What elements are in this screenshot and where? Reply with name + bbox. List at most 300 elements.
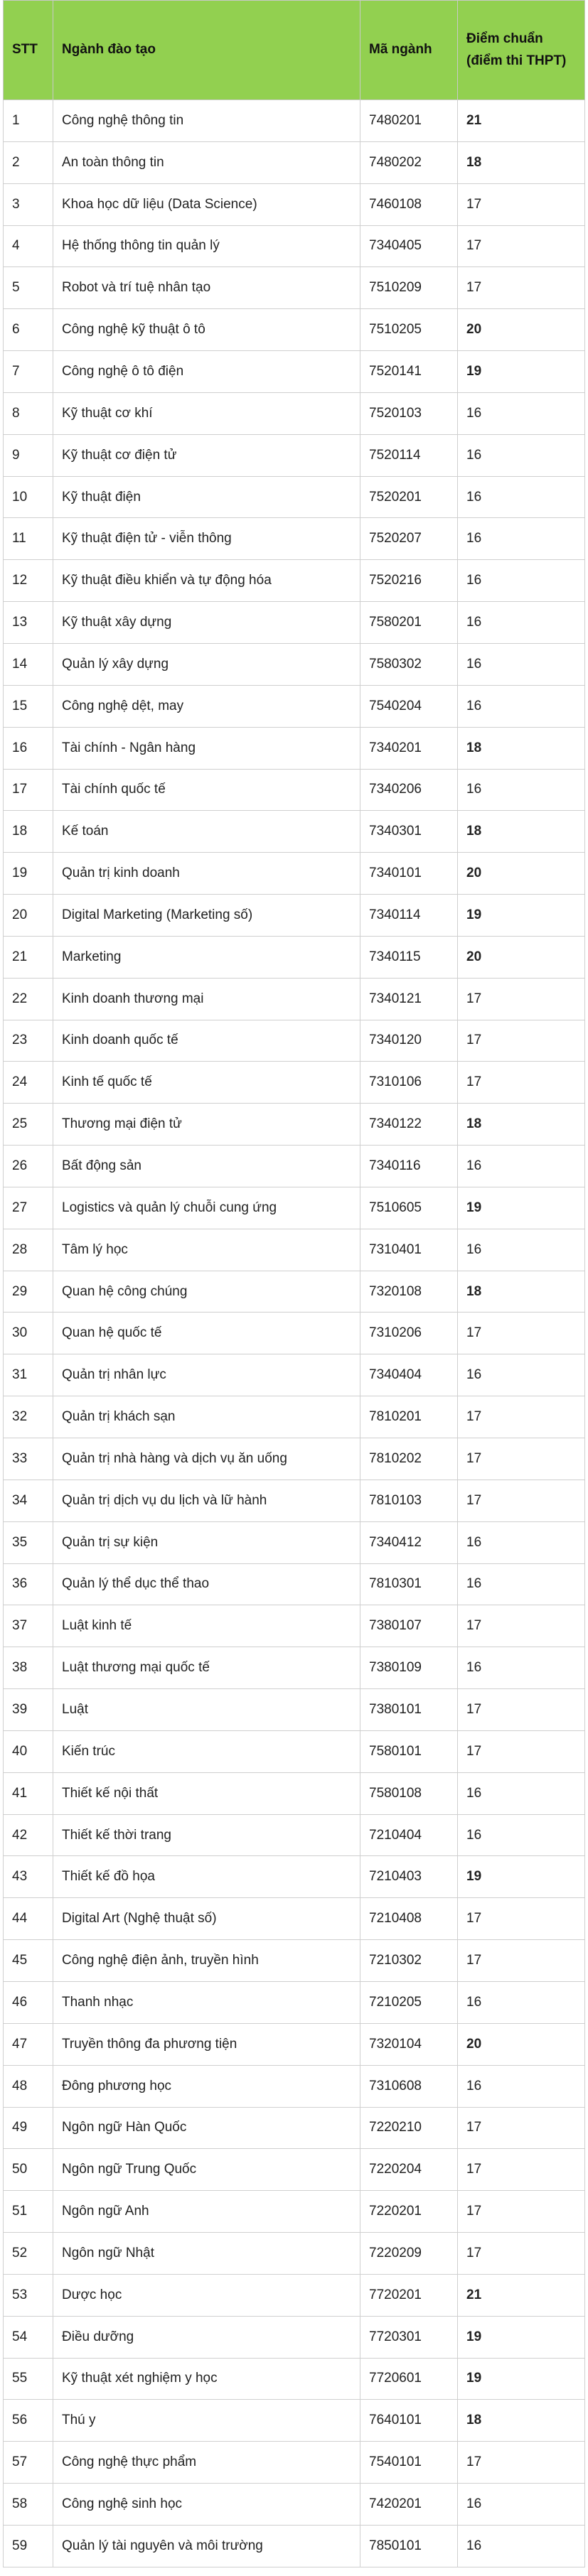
cell-major-name: Luật thương mại quốc tế: [53, 1647, 360, 1689]
cell-major-name: Thiết kế thời trang: [53, 1814, 360, 1856]
cell-major-code: 7580101: [360, 1730, 458, 1772]
table-row: [4, 643, 585, 685]
cell-major-code: 7380107: [360, 1605, 458, 1647]
cell-cutoff-score: 17: [458, 1940, 585, 1982]
cell-major-name: Công nghệ thông tin: [53, 100, 360, 142]
cell-major-name: Tài chính quốc tế: [53, 769, 360, 811]
cell-cutoff-score: 16: [458, 1521, 585, 1563]
table-row: [4, 1689, 585, 1731]
table-row: [4, 1856, 585, 1898]
cell-cutoff-score: 17: [458, 1480, 585, 1521]
cell-major-code: 7210205: [360, 1981, 458, 2023]
cell-stt: 33: [4, 1438, 53, 1480]
cell-major-code: 7720601: [360, 2358, 458, 2400]
cell-cutoff-score: 17: [458, 2442, 585, 2484]
cell-major-name: Công nghệ thực phẩm: [53, 2442, 360, 2484]
cell-major-name: Công nghệ kỹ thuật ô tô: [53, 309, 360, 351]
cell-cutoff-score: 16: [458, 2484, 585, 2526]
cell-stt: 47: [4, 2023, 53, 2065]
cell-major-name: Kiến trúc: [53, 1730, 360, 1772]
cell-major-name: Quan hệ quốc tế: [53, 1313, 360, 1354]
cell-major-code: 7340115: [360, 936, 458, 978]
cell-major-name: Đông phương học: [53, 2065, 360, 2107]
cell-stt: 8: [4, 392, 53, 434]
table-row: [4, 1146, 585, 1187]
cell-stt: 15: [4, 685, 53, 727]
table-row: [4, 141, 585, 183]
cell-major-name: Thanh nhạc: [53, 1981, 360, 2023]
cell-major-name: Công nghệ ô tô điện: [53, 351, 360, 393]
cell-cutoff-score: 16: [458, 643, 585, 685]
table-row: [4, 560, 585, 602]
cell-major-code: 7220204: [360, 2149, 458, 2191]
cell-cutoff-score: 19: [458, 2316, 585, 2358]
cell-cutoff-score: 19: [458, 1187, 585, 1229]
cell-cutoff-score: 20: [458, 309, 585, 351]
cell-stt: 2: [4, 141, 53, 183]
table-row: [4, 602, 585, 644]
cell-stt: 46: [4, 1981, 53, 2023]
table-row: [4, 183, 585, 225]
cell-stt: 57: [4, 2442, 53, 2484]
cell-major-code: 7340412: [360, 1521, 458, 1563]
cell-stt: 3: [4, 183, 53, 225]
cell-cutoff-score: 16: [458, 392, 585, 434]
cell-major-name: Khoa học dữ liệu (Data Science): [53, 183, 360, 225]
table-row: [4, 2400, 585, 2442]
cell-stt: 20: [4, 895, 53, 937]
table-row: [4, 2023, 585, 2065]
cell-major-code: 7310401: [360, 1229, 458, 1271]
cell-major-name: Luật: [53, 1689, 360, 1731]
table-header: [4, 1, 585, 100]
cell-major-code: 7340405: [360, 225, 458, 267]
table-row: [4, 1187, 585, 1229]
cell-stt: 26: [4, 1146, 53, 1187]
cell-major-code: 7220209: [360, 2233, 458, 2275]
cell-major-code: 7220210: [360, 2107, 458, 2149]
cell-stt: 48: [4, 2065, 53, 2107]
cell-stt: 23: [4, 1020, 53, 1062]
cell-major-code: 7310206: [360, 1313, 458, 1354]
cell-major-name: Quản trị khách sạn: [53, 1396, 360, 1438]
cell-major-code: 7580108: [360, 1772, 458, 1814]
cell-major-code: 7810103: [360, 1480, 458, 1521]
cell-major-code: 7220201: [360, 2191, 458, 2233]
cell-stt: 25: [4, 1104, 53, 1146]
cell-stt: 38: [4, 1647, 53, 1689]
cell-stt: 41: [4, 1772, 53, 1814]
cell-major-name: Ngôn ngữ Anh: [53, 2191, 360, 2233]
cell-major-name: Kinh doanh thương mại: [53, 978, 360, 1020]
cell-major-code: 7510605: [360, 1187, 458, 1229]
cell-major-code: 7210302: [360, 1940, 458, 1982]
table-row: [4, 1354, 585, 1396]
table-row: [4, 225, 585, 267]
cell-cutoff-score: 18: [458, 1104, 585, 1146]
cell-cutoff-score: 16: [458, 434, 585, 476]
table-row: [4, 978, 585, 1020]
cell-major-name: Ngôn ngữ Trung Quốc: [53, 2149, 360, 2191]
cell-cutoff-score: 17: [458, 2149, 585, 2191]
cell-stt: 28: [4, 1229, 53, 1271]
table-row: [4, 267, 585, 309]
cell-major-code: 7720301: [360, 2316, 458, 2358]
table-row: [4, 2484, 585, 2526]
cell-cutoff-score: 16: [458, 1563, 585, 1605]
cell-cutoff-score: 17: [458, 2191, 585, 2233]
cell-major-code: 7480201: [360, 100, 458, 142]
cell-stt: 50: [4, 2149, 53, 2191]
cell-major-code: 7320108: [360, 1271, 458, 1313]
cell-major-code: 7420201: [360, 2484, 458, 2526]
cell-major-code: 7520207: [360, 518, 458, 560]
cell-stt: 4: [4, 225, 53, 267]
cell-major-code: 7210403: [360, 1856, 458, 1898]
cell-cutoff-score: 16: [458, 2065, 585, 2107]
cell-major-name: Kỹ thuật điện tử - viễn thông: [53, 518, 360, 560]
cell-major-name: Quan hệ công chúng: [53, 1271, 360, 1313]
table-row: [4, 1940, 585, 1982]
table-row: [4, 1814, 585, 1856]
cell-stt: 13: [4, 602, 53, 644]
cell-stt: 39: [4, 1689, 53, 1731]
cell-major-name: Kỹ thuật xây dựng: [53, 602, 360, 644]
table-row: [4, 936, 585, 978]
cell-major-code: 7510209: [360, 267, 458, 309]
cell-major-name: Digital Marketing (Marketing số): [53, 895, 360, 937]
cell-major-code: 7380101: [360, 1689, 458, 1731]
table-row: [4, 1438, 585, 1480]
cell-cutoff-score: 16: [458, 1981, 585, 2023]
cell-cutoff-score: 16: [458, 2525, 585, 2567]
cell-major-name: Kế toán: [53, 811, 360, 853]
table-row: [4, 895, 585, 937]
table-row: [4, 2316, 585, 2358]
cell-cutoff-score: 18: [458, 811, 585, 853]
cell-cutoff-score: 17: [458, 1062, 585, 1104]
table-row: [4, 1898, 585, 1940]
cell-major-name: Kỹ thuật cơ khí: [53, 392, 360, 434]
cell-major-name: Quản lý xây dựng: [53, 643, 360, 685]
cell-stt: 12: [4, 560, 53, 602]
header-major-code: Mã ngành: [360, 1, 458, 100]
table-row: [4, 2191, 585, 2233]
cell-cutoff-score: 16: [458, 560, 585, 602]
cell-cutoff-score: 21: [458, 2274, 585, 2316]
cell-cutoff-score: 17: [458, 2107, 585, 2149]
cell-major-code: 7720201: [360, 2274, 458, 2316]
cell-major-code: 7580201: [360, 602, 458, 644]
cell-cutoff-score: 16: [458, 1772, 585, 1814]
cell-stt: 36: [4, 1563, 53, 1605]
table-row: [4, 2065, 585, 2107]
table-row: [4, 811, 585, 853]
cell-major-code: 7340101: [360, 853, 458, 895]
cell-major-name: Kỹ thuật điều khiển và tự động hóa: [53, 560, 360, 602]
table-row: [4, 392, 585, 434]
cell-major-name: Truyền thông đa phương tiện: [53, 2023, 360, 2065]
cell-major-name: Điều dưỡng: [53, 2316, 360, 2358]
cell-major-name: Quản trị nhân lực: [53, 1354, 360, 1396]
cell-cutoff-score: 17: [458, 1438, 585, 1480]
cell-stt: 54: [4, 2316, 53, 2358]
cell-stt: 9: [4, 434, 53, 476]
table-row: [4, 685, 585, 727]
header-row: [4, 1, 585, 100]
cell-stt: 18: [4, 811, 53, 853]
cell-stt: 56: [4, 2400, 53, 2442]
cell-major-code: 7340206: [360, 769, 458, 811]
table-row: [4, 1563, 585, 1605]
cell-cutoff-score: 17: [458, 1020, 585, 1062]
cell-major-name: Logistics và quản lý chuỗi cung ứng: [53, 1187, 360, 1229]
cell-major-code: 7520216: [360, 560, 458, 602]
cell-major-code: 7580302: [360, 643, 458, 685]
header-stt: STT: [4, 1, 53, 100]
table-row: [4, 1480, 585, 1521]
cell-cutoff-score: 19: [458, 351, 585, 393]
cell-cutoff-score: 19: [458, 895, 585, 937]
cell-major-name: Quản lý thể dục thể thao: [53, 1563, 360, 1605]
cell-major-name: An toàn thông tin: [53, 141, 360, 183]
cell-major-name: Ngôn ngữ Hàn Quốc: [53, 2107, 360, 2149]
cell-cutoff-score: 18: [458, 141, 585, 183]
cell-major-name: Công nghệ dệt, may: [53, 685, 360, 727]
table-row: [4, 1313, 585, 1354]
table-row: [4, 476, 585, 518]
cell-cutoff-score: 17: [458, 1605, 585, 1647]
cell-major-name: Kỹ thuật điện: [53, 476, 360, 518]
cell-major-code: 7310608: [360, 2065, 458, 2107]
cell-cutoff-score: 16: [458, 602, 585, 644]
cell-stt: 44: [4, 1898, 53, 1940]
cell-stt: 19: [4, 853, 53, 895]
cell-cutoff-score: 19: [458, 1856, 585, 1898]
cell-major-name: Ngôn ngữ Nhật: [53, 2233, 360, 2275]
cell-major-name: Tài chính - Ngân hàng: [53, 727, 360, 769]
cell-stt: 51: [4, 2191, 53, 2233]
cell-stt: 40: [4, 1730, 53, 1772]
cell-stt: 59: [4, 2525, 53, 2567]
cell-major-code: 7520114: [360, 434, 458, 476]
cell-cutoff-score: 16: [458, 685, 585, 727]
table-row: [4, 2442, 585, 2484]
cell-major-code: 7810201: [360, 1396, 458, 1438]
table-row: [4, 1020, 585, 1062]
cell-major-name: Kỹ thuật cơ điện tử: [53, 434, 360, 476]
table-row: [4, 2525, 585, 2567]
cell-stt: 14: [4, 643, 53, 685]
cell-cutoff-score: 17: [458, 1396, 585, 1438]
cell-cutoff-score: 18: [458, 2400, 585, 2442]
cell-major-code: 7340116: [360, 1146, 458, 1187]
cell-major-name: Kỹ thuật xét nghiệm y học: [53, 2358, 360, 2400]
cell-stt: 42: [4, 1814, 53, 1856]
cell-stt: 10: [4, 476, 53, 518]
cell-major-code: 7340120: [360, 1020, 458, 1062]
cell-stt: 55: [4, 2358, 53, 2400]
table-row: [4, 1104, 585, 1146]
cell-stt: 1: [4, 100, 53, 142]
cell-major-name: Quản trị kinh doanh: [53, 853, 360, 895]
cell-cutoff-score: 20: [458, 853, 585, 895]
cell-major-code: 7520201: [360, 476, 458, 518]
cell-stt: 21: [4, 936, 53, 978]
cell-major-code: 7380109: [360, 1647, 458, 1689]
cell-major-code: 7480202: [360, 141, 458, 183]
cell-stt: 37: [4, 1605, 53, 1647]
table-row: [4, 1647, 585, 1689]
cell-stt: 7: [4, 351, 53, 393]
table-row: [4, 853, 585, 895]
cell-major-code: 7210404: [360, 1814, 458, 1856]
table-row: [4, 727, 585, 769]
table-row: [4, 351, 585, 393]
cell-major-name: Marketing: [53, 936, 360, 978]
cell-cutoff-score: 16: [458, 1354, 585, 1396]
cell-stt: 29: [4, 1271, 53, 1313]
cell-cutoff-score: 17: [458, 1689, 585, 1731]
table-row: [4, 1981, 585, 2023]
cell-stt: 27: [4, 1187, 53, 1229]
cell-stt: 22: [4, 978, 53, 1020]
cell-stt: 31: [4, 1354, 53, 1396]
cell-major-code: 7520103: [360, 392, 458, 434]
cell-major-name: Bất động sản: [53, 1146, 360, 1187]
cell-major-name: Quản lý tài nguyên và môi trường: [53, 2525, 360, 2567]
header-cutoff-score: Điểm chuẩn (điểm thi THPT): [458, 1, 585, 100]
cell-major-code: 7810202: [360, 1438, 458, 1480]
cell-stt: 34: [4, 1480, 53, 1521]
cell-cutoff-score: 16: [458, 1229, 585, 1271]
cell-major-code: 7540204: [360, 685, 458, 727]
cell-major-name: Thiết kế đồ họa: [53, 1856, 360, 1898]
cell-cutoff-score: 17: [458, 267, 585, 309]
cell-major-code: 7850101: [360, 2525, 458, 2567]
cell-stt: 24: [4, 1062, 53, 1104]
cell-major-name: Digital Art (Nghệ thuật số): [53, 1898, 360, 1940]
table-row: [4, 1062, 585, 1104]
cell-major-code: 7320104: [360, 2023, 458, 2065]
cell-major-name: Thiết kế nội thất: [53, 1772, 360, 1814]
table-row: [4, 1730, 585, 1772]
cell-major-code: 7540101: [360, 2442, 458, 2484]
cell-major-name: Công nghệ điện ảnh, truyền hình: [53, 1940, 360, 1982]
table-row: [4, 2107, 585, 2149]
table-row: [4, 769, 585, 811]
cell-cutoff-score: 18: [458, 1271, 585, 1313]
table-row: [4, 2233, 585, 2275]
cell-major-code: 7520141: [360, 351, 458, 393]
cell-major-code: 7810301: [360, 1563, 458, 1605]
cell-cutoff-score: 16: [458, 1647, 585, 1689]
cell-major-name: Kinh doanh quốc tế: [53, 1020, 360, 1062]
admission-score-table: [3, 0, 585, 2567]
table-row: [4, 1396, 585, 1438]
cell-major-name: Kinh tế quốc tế: [53, 1062, 360, 1104]
cell-cutoff-score: 21: [458, 100, 585, 142]
table-row: [4, 100, 585, 142]
table-row: [4, 1772, 585, 1814]
cell-cutoff-score: 17: [458, 1730, 585, 1772]
cell-major-name: Luật kinh tế: [53, 1605, 360, 1647]
cell-major-code: 7210408: [360, 1898, 458, 1940]
cell-stt: 17: [4, 769, 53, 811]
cell-cutoff-score: 18: [458, 727, 585, 769]
table-row: [4, 518, 585, 560]
table-body: [4, 100, 585, 2567]
cell-cutoff-score: 16: [458, 518, 585, 560]
cell-stt: 43: [4, 1856, 53, 1898]
cell-major-code: 7340114: [360, 895, 458, 937]
cell-stt: 16: [4, 727, 53, 769]
cell-stt: 49: [4, 2107, 53, 2149]
cell-major-name: Hệ thống thông tin quản lý: [53, 225, 360, 267]
cell-major-name: Thú y: [53, 2400, 360, 2442]
table-row: [4, 2358, 585, 2400]
cell-stt: 45: [4, 1940, 53, 1982]
cell-cutoff-score: 16: [458, 1146, 585, 1187]
cell-cutoff-score: 17: [458, 2233, 585, 2275]
cell-major-name: Công nghệ sinh học: [53, 2484, 360, 2526]
cell-major-code: 7340201: [360, 727, 458, 769]
cell-cutoff-score: 20: [458, 936, 585, 978]
table-row: [4, 1271, 585, 1313]
cell-cutoff-score: 16: [458, 476, 585, 518]
cell-cutoff-score: 16: [458, 769, 585, 811]
cell-cutoff-score: 17: [458, 225, 585, 267]
cell-major-code: 7510205: [360, 309, 458, 351]
cell-major-name: Tâm lý học: [53, 1229, 360, 1271]
table-row: [4, 309, 585, 351]
cell-stt: 35: [4, 1521, 53, 1563]
cell-major-name: Quản trị sự kiện: [53, 1521, 360, 1563]
cell-major-name: Thương mại điện tử: [53, 1104, 360, 1146]
cell-stt: 52: [4, 2233, 53, 2275]
cell-major-code: 7640101: [360, 2400, 458, 2442]
cell-stt: 11: [4, 518, 53, 560]
table-row: [4, 1605, 585, 1647]
cell-stt: 32: [4, 1396, 53, 1438]
cell-cutoff-score: 19: [458, 2358, 585, 2400]
cell-cutoff-score: 17: [458, 978, 585, 1020]
cell-major-code: 7340404: [360, 1354, 458, 1396]
cell-stt: 6: [4, 309, 53, 351]
cell-major-code: 7340122: [360, 1104, 458, 1146]
cell-stt: 58: [4, 2484, 53, 2526]
table-row: [4, 434, 585, 476]
cell-cutoff-score: 20: [458, 2023, 585, 2065]
table-row: [4, 2149, 585, 2191]
table-row: [4, 1229, 585, 1271]
cell-major-code: 7310106: [360, 1062, 458, 1104]
cell-cutoff-score: 17: [458, 1898, 585, 1940]
table-row: [4, 2274, 585, 2316]
cell-stt: 5: [4, 267, 53, 309]
cell-major-code: 7340301: [360, 811, 458, 853]
cell-major-name: Quản trị nhà hàng và dịch vụ ăn uống: [53, 1438, 360, 1480]
cell-stt: 30: [4, 1313, 53, 1354]
cell-cutoff-score: 17: [458, 1313, 585, 1354]
cell-major-name: Dược học: [53, 2274, 360, 2316]
cell-major-code: 7460108: [360, 183, 458, 225]
cell-major-name: Robot và trí tuệ nhân tạo: [53, 267, 360, 309]
cell-cutoff-score: 17: [458, 183, 585, 225]
cell-major-code: 7340121: [360, 978, 458, 1020]
header-major-name: Ngành đào tạo: [53, 1, 360, 100]
table-row: [4, 1521, 585, 1563]
